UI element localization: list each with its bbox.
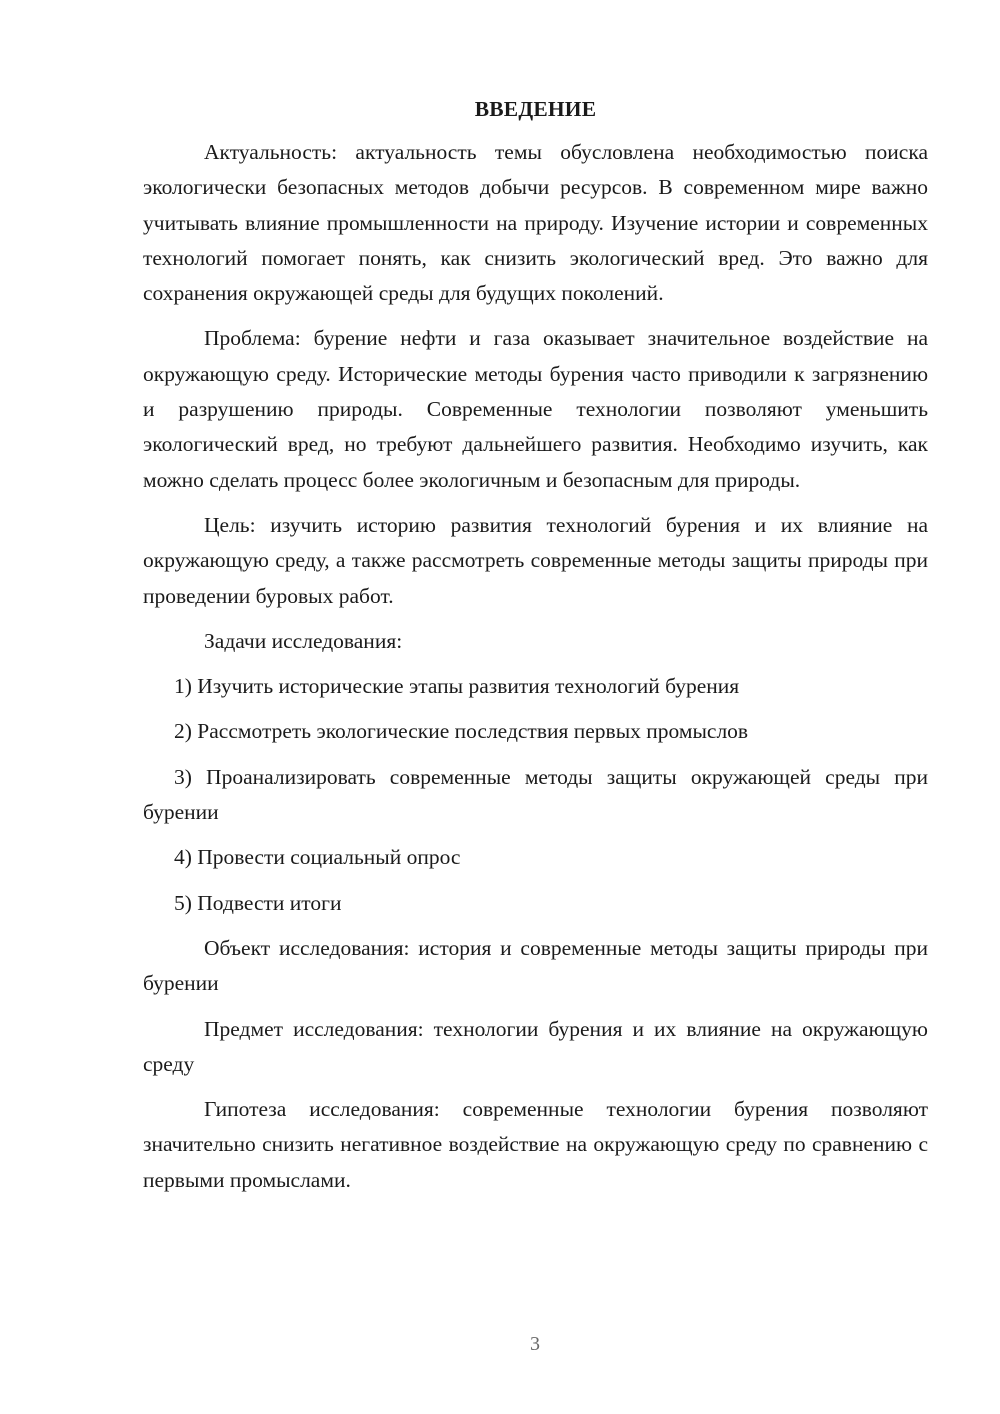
paragraph-problem: Проблема: бурение нефти и газа оказывает значительное воздействие на окружающую среду. Исторические методы бурения часто приводили к загрязнению и разрушению природы. Современные технологии позволяют уменьшить экологический вред, но требуют дальнейшего развития. Необходимо изучить, как можно сделать процесс более экологичным и безопасным для природы. (143, 326, 928, 492)
list-item: 2) Рассмотреть экологические последствия первых промыслов (174, 719, 749, 744)
section-title: ВВЕДЕНИЕ (474, 97, 597, 121)
paragraph-hypothesis: Гипотеза исследования: современные технологии бурения позволяют значительно снизить негативное воздействие на окружающую среду по сравнению с первыми промыслами. (143, 1097, 928, 1192)
list-item: 1) Изучить исторические этапы развития технологий бурения (174, 674, 740, 699)
paragraph-tasks-heading: Задачи исследования: (204, 628, 403, 653)
paragraph-object: Объект исследования: история и современные методы защиты природы при бурении (143, 935, 928, 996)
list-item: 3) Проанализировать современные методы защиты окружающей среды при бурении (143, 764, 928, 825)
tasks-list (143, 669, 928, 921)
document-page (143, 92, 928, 1198)
list-item: 4) Провести социальный опрос (174, 845, 461, 870)
page-number: 3 (530, 1333, 540, 1355)
paragraph-goal: Цель: изучить историю развития технологий бурения и их влияние на окружающую среду, а также рассмотреть современные методы защиты природы при проведении буровых работ. (143, 512, 928, 608)
paragraph-relevance: Актуальность: актуальность темы обусловлена необходимостью поиска экологически безопасных методов добычи ресурсов. В современном мире важно учитывать влияние промышленности на природу. Изучение истории и современных технологий помогает понять, как снизить экологический вред. Это важно для сохранения окружающей среды для будущих поколений. (143, 140, 928, 306)
paragraph-subject: Предмет исследования: технологии бурения и их влияние на окружающую среду (143, 1016, 928, 1076)
list-item: 5) Подвести итоги (174, 890, 342, 915)
